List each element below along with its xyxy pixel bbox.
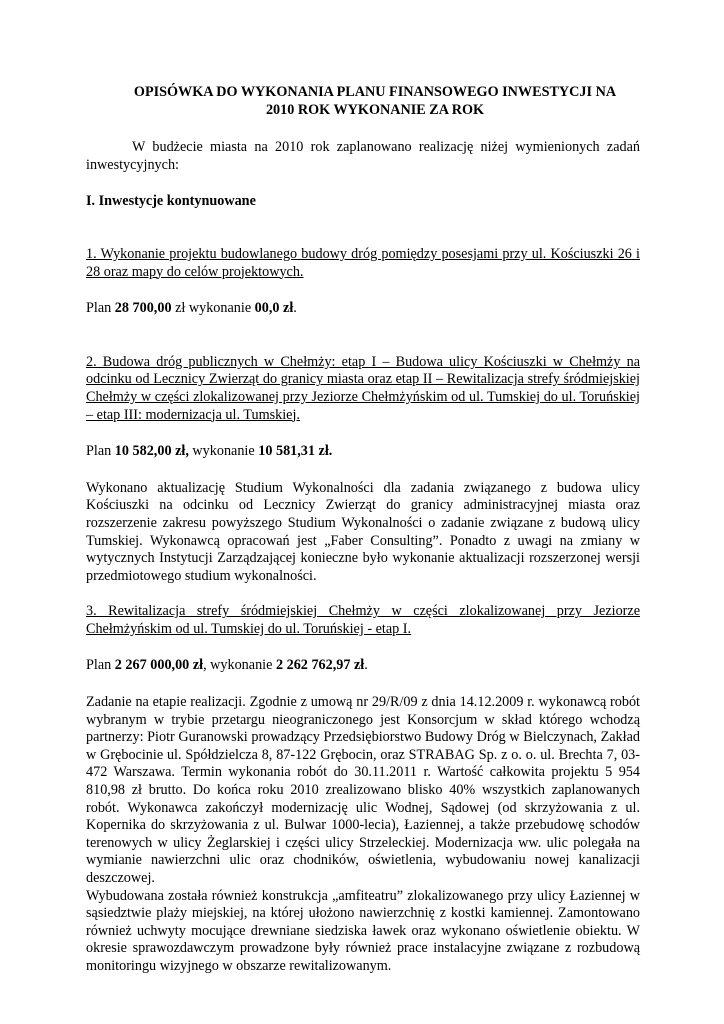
title-line-1: OPISÓWKA DO WYKONANIA PLANU FINANSOWEGO INWESTYCJI NA (133, 84, 617, 100)
task-1-plan-value: 28 700,00 (114, 300, 172, 317)
task-3-description-1: Zadanie na etapie realizacji. Zgodnie z umową nr 29/R/09 z dnia 14.12.2009 r. wykonawcą robót wybranym w trybie przetargu nieograniczonego jest Konsorcjum w skład którego wchodzą partnerzy: Piotr Guranowski prowadzący Przedsiębiorstwo Budowy Dróg w Bielczynach, Zakład w Grębocinie ul. Spółdzielcza 8, 87-122 Grębocin, oraz STRABAG Sp. z o. o. ul. Brechta 7, 03-472 Warszawa. Termin wykonania robót do 30.11.2011 r. Wartość całkowita projektu 5 954 810,98 zł brutto. Do końca roku 2010 zrealizowano blisko 40% wszystkich zaplanowanych robót. Wykonawca zakończył modernizację ulic Wodnej, Sądowej (od skrzyżowania z ul. Kopernika do skrzyżowania z ul. Bulwar 1000-lecia), Łaziennej, a także przebudowę schodów terenowych w ulicy Żeglarskiej i części ulicy Strzeleckiej. Modernizacja ww. ulic polegała na wymianie nawierzchni ulic oraz chodników, oświetlenia, wybudowaniu nowej kanalizacji deszczowej. (86, 694, 640, 886)
section-heading: I. Inwestycje kontynuowane (86, 193, 256, 210)
document-page (86, 84, 640, 976)
task-1-exec-value: 00,0 zł (254, 300, 294, 317)
task-2-plan: Plan 10 582,00 zł, wykonanie 10 581,31 zł. (86, 443, 333, 460)
task-3-description-2: Wybudowana została również konstrukcja „amfiteatru” zlokalizowanego przy ulicy Łaziennej w sąsiedztwie plaży miejskiej, na której ułożono nawierzchnię z kostki kamiennej. Zamontowano również uchwyty mocujące drewniane siedziska ławek oraz wykonano oświetlenie obiektu. W okresie sprawozdawczym prowadzone były również prace instalacyjne związane z rozbudową monitoringu wizyjnego w obszarze rewitalizowanym. (86, 887, 640, 974)
task-3-exec-value: 2 262 762,97 zł (275, 657, 365, 674)
task-2-description: Wykonano aktualizację Studium Wykonalności dla zadania związanego z budowa ulicy Kościuszki na odcinku od Lecznicy Zwierząt do granicy administracyjnej miasta oraz rozszerzenie zakresu powyższego Studium Wykonalności o zadanie związane z budową ulicy Tumskiej. Wykonawcą opracowań jest „Faber Consulting”. Ponadto z uwagi na zmiany w wytycznych Instytucji Zarządzającej konieczne było wykonanie aktualizacji rozszerzonej wersji przedmiotowego studium wykonalności. (86, 479, 640, 584)
intro-paragraph: W budżecie miasta na 2010 rok zaplanowano realizację niżej wymienionych zadań inwestycyjnych: (86, 139, 640, 173)
task-1-plan: Plan 28 700,00 zł wykonanie 00,0 zł. (86, 300, 297, 317)
document-title (86, 84, 640, 119)
task-3-plan-value: 2 267 000,00 zł (114, 657, 204, 674)
task-2-title: 2. Budowa dróg publicznych w Chełmży: etap I – Budowa ulicy Kościuszki w Chełmży na odcinku od Lecznicy Zwierząt do granicy miasta oraz etap II – Rewitalizacja strefy śródmiejskiej Chełmży w części zlokalizowanej przy Jeziorze Chełmżyńskim od ul. Tumskiej do ul. Toruńskiej – etap III: modernizacja ul. Tumskiej. (86, 353, 640, 423)
task-3-plan: Plan 2 267 000,00 zł, wykonanie 2 262 762,97 zł. (86, 657, 368, 674)
task-1-title: 1. Wykonanie projektu budowlanego budowy dróg pomiędzy posesjami przy ul. Kościuszki 26 i 28 oraz mapy do celów projektowych. (86, 245, 640, 280)
task-2-exec-value: 10 581,31 zł. (258, 443, 333, 460)
task-2-plan-value: 10 582,00 zł, (114, 443, 189, 460)
title-line-2: 2010 ROK WYKONANIE ZA ROK (265, 101, 485, 118)
task-3-title: 3. Rewitalizacja strefy śródmiejskiej Chełmży w części zlokalizowanej przy Jeziorze Chełmżyńskim od ul. Tumskiej do ul. Toruńskiej - etap I. (86, 603, 640, 637)
